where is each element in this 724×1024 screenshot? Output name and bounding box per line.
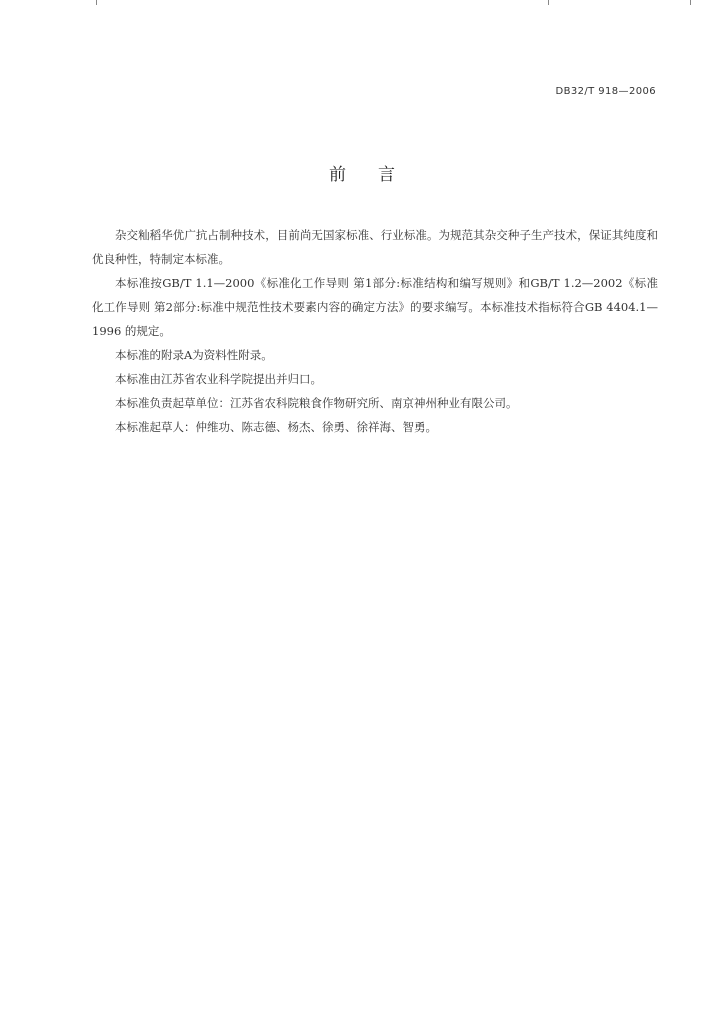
scan-mark bbox=[690, 0, 691, 5]
scan-mark bbox=[96, 0, 97, 5]
paragraph-appendix: 本标准的附录A为资料性附录。 bbox=[115, 348, 273, 362]
page-title: 前言 bbox=[329, 165, 427, 185]
scan-mark bbox=[548, 0, 549, 5]
paragraph-drafting-rules: 本标准按GB/T 1.1—2000《标准化工作导则 第1部分:标准结构和编写规则》和GB/T 1.2—2002《标准化工作导则 第2部分:标准中规范性技术要素内容的确定方法》的要求编写。本标准技术指标符合GB 4404.1—1996 的规定。 bbox=[92, 276, 658, 338]
document-code: DB32/T 918—2006 bbox=[555, 86, 656, 97]
paragraph-drafters: 本标准起草人：仲维功、陈志德、杨杰、徐勇、徐祥海、智勇。 bbox=[115, 420, 437, 434]
paragraph-proposer: 本标准由江苏省农业科学院提出并归口。 bbox=[115, 372, 322, 386]
paragraph-drafting-unit: 本标准负责起草单位：江苏省农科院粮食作物研究所、南京神州种业有限公司。 bbox=[115, 396, 518, 410]
paragraph-purpose: 杂交籼稻华优广抗占制种技术，目前尚无国家标准、行业标准。为规范其杂交种子生产技术，保证其纯度和优良种性，特制定本标准。 bbox=[92, 228, 658, 266]
foreword-body bbox=[92, 223, 658, 439]
